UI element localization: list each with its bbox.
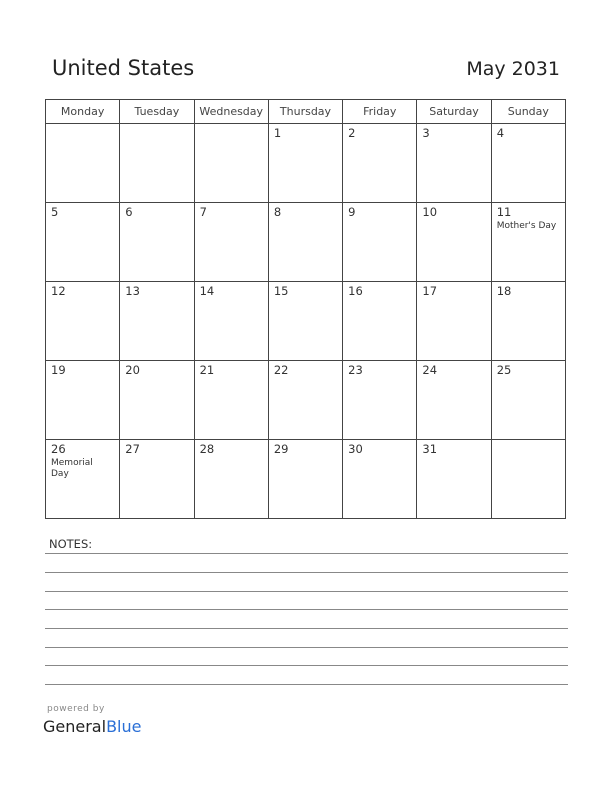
- day-number: 2: [348, 126, 356, 140]
- day-number: 7: [199, 205, 207, 219]
- weekday-header-row: [46, 100, 566, 124]
- notes-line: [45, 553, 568, 554]
- day-number: 25: [496, 363, 512, 377]
- logo-part-general: General: [43, 717, 107, 736]
- day-cell: [343, 361, 417, 440]
- day-cell: [417, 124, 491, 203]
- day-cell: [46, 203, 120, 282]
- holiday-label: Memorial Day: [51, 458, 93, 479]
- day-cell: [120, 203, 194, 282]
- calendar-country-title: United States: [52, 56, 195, 80]
- week-row: [46, 282, 566, 361]
- weekday-header: Sunday: [491, 100, 565, 124]
- day-cell: [491, 440, 565, 519]
- powered-by-text: powered by: [47, 704, 105, 714]
- day-cell: [343, 282, 417, 361]
- day-number: 20: [125, 363, 140, 377]
- week-row: [46, 440, 566, 519]
- day-cell: [491, 361, 565, 440]
- day-cell: [417, 203, 491, 282]
- day-cell: [268, 124, 342, 203]
- weekday-header: Thursday: [268, 100, 342, 124]
- day-number: 11: [496, 205, 512, 219]
- day-cell: [46, 361, 120, 440]
- week-row: [46, 203, 566, 282]
- day-cell: [120, 124, 194, 203]
- day-cell: [417, 361, 491, 440]
- day-cell: [343, 203, 417, 282]
- day-cell: [491, 282, 565, 361]
- day-number: 31: [422, 442, 438, 456]
- day-number: 22: [273, 363, 289, 377]
- week-row: [46, 124, 566, 203]
- day-cell: [417, 282, 491, 361]
- day-cell: [120, 361, 194, 440]
- day-number: 16: [348, 284, 363, 298]
- day-number: 6: [125, 205, 133, 219]
- notes-label: NOTES:: [49, 537, 93, 551]
- calendar-grid: [45, 99, 566, 519]
- day-number: 15: [273, 284, 289, 298]
- day-number: 17: [422, 284, 438, 298]
- day-cell: [194, 203, 268, 282]
- day-cell: [120, 282, 194, 361]
- day-number: 3: [422, 126, 430, 140]
- day-cell: [46, 282, 120, 361]
- day-number: 29: [273, 442, 289, 456]
- day-number: 27: [125, 442, 140, 456]
- notes-line: [45, 628, 568, 629]
- generalblue-logo: [43, 717, 141, 736]
- notes-line: [45, 647, 568, 648]
- day-cell: [268, 203, 342, 282]
- notes-line: [45, 665, 568, 666]
- day-number: 5: [51, 205, 59, 219]
- weekday-header: Wednesday: [194, 100, 268, 124]
- week-row: [46, 361, 566, 440]
- day-number: 1: [273, 126, 282, 140]
- day-cell: [194, 440, 268, 519]
- notes-line: [45, 591, 568, 592]
- logo-part-blue: Blue: [106, 717, 142, 736]
- day-cell: [268, 440, 342, 519]
- day-number: 10: [422, 205, 438, 219]
- notes-line: [45, 609, 568, 610]
- weekday-header: Friday: [343, 100, 417, 124]
- day-cell: [194, 124, 268, 203]
- day-cell: [268, 361, 342, 440]
- weekday-header: Tuesday: [120, 100, 194, 124]
- day-cell: [194, 282, 268, 361]
- notes-line: [45, 572, 568, 573]
- day-number: 14: [199, 284, 215, 298]
- day-number: 19: [51, 363, 66, 377]
- day-cell: [268, 282, 342, 361]
- holiday-label: Mother's Day: [496, 221, 557, 231]
- day-number: 23: [348, 363, 363, 377]
- day-cell: [417, 440, 491, 519]
- day-number: 26: [51, 442, 66, 456]
- day-number: 18: [496, 284, 512, 298]
- day-cell: [343, 440, 417, 519]
- day-cell: [491, 203, 565, 282]
- day-number: 13: [125, 284, 140, 298]
- day-cell: [120, 440, 194, 519]
- day-cell: [491, 124, 565, 203]
- day-number: 30: [348, 442, 363, 456]
- day-number: 4: [496, 126, 505, 140]
- day-cell: [194, 361, 268, 440]
- day-number: 21: [199, 363, 215, 377]
- weekday-header: Saturday: [417, 100, 491, 124]
- day-number: 24: [422, 363, 438, 377]
- day-number: 28: [199, 442, 215, 456]
- weekday-header: Monday: [46, 100, 120, 124]
- day-number: 12: [51, 284, 66, 298]
- day-cell: [46, 124, 120, 203]
- calendar-month-title: May 2031: [466, 58, 560, 80]
- notes-line: [45, 684, 568, 685]
- day-number: 8: [273, 205, 282, 219]
- day-number: 9: [348, 205, 356, 219]
- day-cell: [46, 440, 120, 519]
- day-cell: [343, 124, 417, 203]
